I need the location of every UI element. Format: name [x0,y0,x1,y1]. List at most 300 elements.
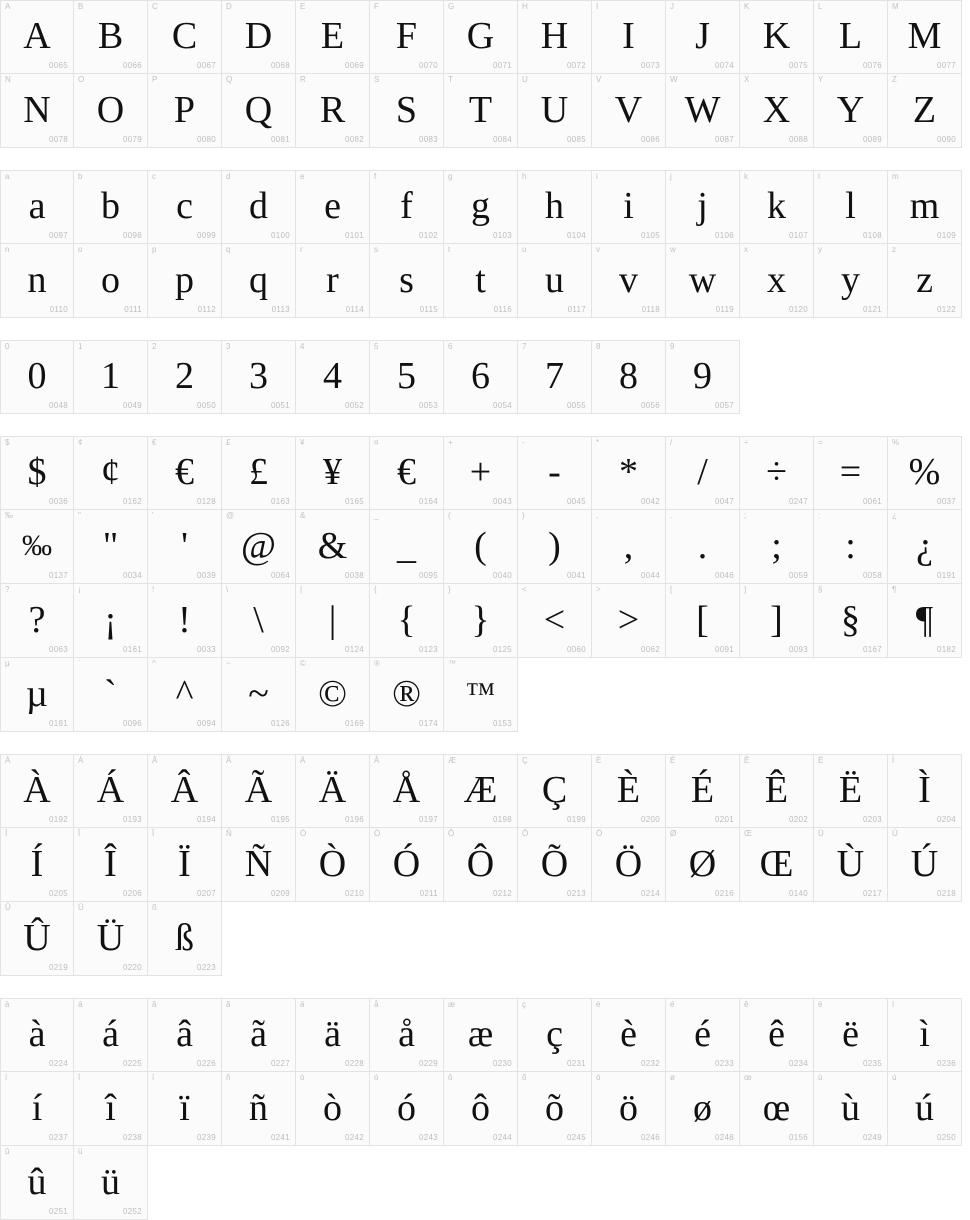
glyph-label: N [5,75,11,84]
glyph-character: û [27,1160,47,1203]
glyph-cell[interactable] [370,510,444,584]
glyph-code: 0203 [863,815,882,824]
glyph-cell[interactable] [222,1072,296,1146]
glyph-label: á [78,1000,83,1009]
glyph-label: Â [152,756,158,765]
glyph-cell[interactable] [814,244,888,318]
glyph-code: 0104 [567,231,586,240]
glyph-character: F [395,15,418,57]
glyph-cell[interactable] [814,584,888,658]
glyph-character: ! [178,598,191,641]
glyph-cell[interactable] [370,828,444,902]
glyph-cell[interactable] [148,754,222,828]
glyph-cell[interactable] [592,754,666,828]
glyph-cell[interactable] [518,998,592,1072]
glyph-code: 0082 [345,135,364,144]
glyph-cell[interactable] [740,754,814,828]
glyph-cell[interactable] [222,754,296,828]
glyph-label: G [448,2,455,11]
glyph-code: 0114 [345,305,364,314]
glyph-cell[interactable] [74,340,148,414]
glyph-code: 0094 [197,719,216,728]
glyph-cell[interactable] [888,0,962,74]
glyph-cell[interactable] [518,0,592,74]
glyph-cell[interactable] [296,998,370,1072]
glyph-code: 0106 [715,231,734,240]
glyph-label: , [596,511,599,520]
glyph-cell[interactable] [666,244,740,318]
glyph-character: 6 [471,355,490,397]
glyph-cell[interactable] [296,74,370,148]
glyph-character: z [916,258,933,301]
glyph-code: 0246 [641,1133,660,1142]
glyph-code: 0101 [345,231,364,240]
glyph-cell[interactable] [814,754,888,828]
glyph-cell[interactable] [148,74,222,148]
glyph-code: 0218 [937,889,956,898]
glyph-character: È [616,769,641,811]
glyph-code: 0034 [123,571,142,580]
glyph-cell[interactable] [666,754,740,828]
glyph-cell[interactable] [888,828,962,902]
glyph-cell[interactable] [666,436,740,510]
glyph-code: 0137 [49,571,68,580]
glyph-character: V [614,88,643,131]
glyph-character: j [697,185,708,227]
glyph-cell[interactable] [666,510,740,584]
glyph-cell[interactable] [296,828,370,902]
glyph-code: 0195 [271,815,290,824]
glyph-cell[interactable] [444,244,518,318]
glyph-cell[interactable] [888,1072,962,1146]
glyph-cell[interactable] [814,170,888,244]
glyph-cell[interactable] [740,998,814,1072]
glyph-cell[interactable] [74,1072,148,1146]
glyph-code: 0070 [419,61,438,70]
glyph-cell[interactable] [0,170,74,244]
glyph-character: _ [397,524,416,567]
glyph-cell[interactable] [518,510,592,584]
glyph-cell[interactable] [666,584,740,658]
glyph-character: 0 [27,355,47,397]
glyph-label: I [596,2,599,11]
glyph-cell[interactable] [148,902,222,976]
glyph-cell[interactable] [148,510,222,584]
glyph-character: ^ [175,672,194,715]
glyph-cell[interactable] [888,170,962,244]
glyph-character: Ñ [244,842,273,885]
glyph-label: 2 [152,342,157,351]
glyph-cell[interactable] [370,658,444,732]
glyph-cell[interactable] [222,170,296,244]
glyph-character: - [548,451,561,493]
glyph-code: 0174 [419,719,438,728]
glyph-cell[interactable] [370,436,444,510]
glyph-cell[interactable] [74,658,148,732]
glyph-cell[interactable] [222,74,296,148]
glyph-code: 0076 [863,61,882,70]
glyph-cell[interactable] [148,584,222,658]
glyph-label: œ [744,1073,752,1082]
glyph-cell[interactable] [444,170,518,244]
glyph-character: ¶ [915,598,934,641]
glyph-cell[interactable] [370,0,444,74]
glyph-character: c [176,185,193,227]
glyph-character: H [540,15,569,57]
glyph-character: P [173,88,196,131]
glyph-code: 0103 [493,231,512,240]
glyph-character: m [909,185,940,227]
glyph-cell[interactable] [0,998,74,1072]
glyph-cell[interactable] [666,828,740,902]
glyph-cell[interactable] [370,754,444,828]
glyph-cell[interactable] [222,510,296,584]
glyph-code: 0096 [123,719,142,728]
glyph-cell[interactable] [296,1072,370,1146]
glyph-label: ù [818,1073,823,1082]
glyph-cell[interactable] [444,510,518,584]
glyph-label: / [670,438,673,447]
glyph-character: 3 [249,355,268,397]
glyph-code: 0075 [789,61,808,70]
glyph-cell[interactable] [148,828,222,902]
glyph-cell[interactable] [148,1072,222,1146]
glyph-cell[interactable] [518,340,592,414]
glyph-cell[interactable] [74,74,148,148]
glyph-cell[interactable] [592,828,666,902]
glyph-character: © [318,672,347,715]
glyph-cell[interactable] [296,0,370,74]
glyph-label: Á [78,756,84,765]
glyph-label: | [300,585,303,594]
glyph-code: 0057 [715,401,734,410]
glyph-label: E [300,2,306,11]
glyph-cell[interactable] [222,658,296,732]
glyph-cell[interactable] [370,170,444,244]
glyph-cell[interactable] [814,74,888,148]
glyph-cell[interactable] [0,1146,74,1220]
glyph-character: Y [836,88,865,131]
glyph-cell[interactable] [74,436,148,510]
glyph-character: ä [324,1013,341,1055]
glyph-cell[interactable] [222,998,296,1072]
glyph-cell[interactable] [0,0,74,74]
glyph-cell[interactable] [444,998,518,1072]
glyph-code: 0181 [49,719,68,728]
glyph-code: 0233 [715,1059,734,1068]
glyph-cell[interactable] [0,1072,74,1146]
glyph-character: X [762,88,791,131]
glyph-code: 0192 [49,815,68,824]
block-separator [0,148,970,170]
glyph-cell[interactable] [666,998,740,1072]
glyph-character: " [102,524,119,567]
glyph-cell[interactable] [888,584,962,658]
glyph-label: È [596,756,602,765]
glyph-code: 0250 [937,1133,956,1142]
glyph-character: ( [474,524,487,567]
glyph-cell[interactable] [592,584,666,658]
glyph-cell[interactable] [148,0,222,74]
glyph-cell[interactable] [74,510,148,584]
glyph-code: 0251 [49,1207,68,1216]
glyph-code: 0123 [419,645,438,654]
glyph-label: } [448,585,451,594]
glyph-cell[interactable] [0,244,74,318]
glyph-code: 0079 [123,135,142,144]
glyph-cell[interactable] [814,998,888,1072]
glyph-character: 8 [619,355,638,397]
glyph-cell[interactable] [296,584,370,658]
glyph-character: ; [771,524,782,567]
glyph-label: y [818,245,823,254]
glyph-cell[interactable] [222,244,296,318]
glyph-cell[interactable] [592,244,666,318]
glyph-character: L [838,15,863,57]
glyph-cell[interactable] [0,902,74,976]
glyph-cell[interactable] [444,658,518,732]
glyph-cell[interactable] [592,510,666,584]
glyph-cell[interactable] [0,74,74,148]
glyph-character: s [399,258,414,301]
glyph-label: f [374,172,377,181]
glyph-label: H [522,2,528,11]
glyph-code: 0230 [493,1059,512,1068]
glyph-label: é [670,1000,675,1009]
glyph-character: o [101,258,120,301]
glyph-label: q [226,245,231,254]
glyph-label: Ã [226,756,232,765]
glyph-character: á [102,1013,119,1055]
glyph-label: > [596,585,601,594]
glyph-cell[interactable] [740,510,814,584]
glyph-cell[interactable] [444,340,518,414]
glyph-label: \ [226,585,229,594]
glyph-character: Ú [910,842,939,885]
glyph-cell[interactable] [518,74,592,148]
glyph-cell[interactable] [370,998,444,1072]
glyph-code: 0052 [345,401,364,410]
glyph-code: 0108 [863,231,882,240]
glyph-cell[interactable] [74,1146,148,1220]
glyph-cell[interactable] [444,74,518,148]
glyph-character: > [617,598,640,641]
glyph-character: Û [23,916,51,959]
glyph-cell[interactable] [666,170,740,244]
glyph-code: 0209 [271,889,290,898]
glyph-cell[interactable] [148,998,222,1072]
glyph-code: 0068 [271,61,290,70]
glyph-cell[interactable] [74,244,148,318]
glyph-code: 0220 [123,963,142,972]
glyph-cell[interactable] [0,658,74,732]
glyph-code: 0226 [197,1059,216,1068]
block-separator [0,318,970,340]
glyph-character: Î [104,842,117,885]
glyph-label: £ [226,438,231,447]
glyph-label: " [78,511,82,520]
glyph-cell[interactable] [222,0,296,74]
glyph-cell[interactable] [592,1072,666,1146]
glyph-character: n [27,258,47,301]
glyph-cell[interactable] [518,244,592,318]
glyph-cell[interactable] [222,828,296,902]
glyph-cell[interactable] [148,436,222,510]
glyph-cell[interactable] [222,340,296,414]
glyph-cell[interactable] [74,0,148,74]
glyph-cell[interactable] [0,828,74,902]
glyph-cell[interactable] [518,584,592,658]
glyph-cell[interactable] [814,1072,888,1146]
glyph-label: s [374,245,379,254]
glyph-code: 0213 [567,889,586,898]
glyph-code: 0097 [49,231,68,240]
glyph-cell[interactable] [592,170,666,244]
glyph-character: Á [96,769,125,811]
glyph-cell[interactable] [444,584,518,658]
glyph-cell[interactable] [666,1072,740,1146]
glyph-cell[interactable] [444,828,518,902]
glyph-cell[interactable] [592,436,666,510]
glyph-label: É [670,756,676,765]
glyph-cell[interactable] [888,510,962,584]
glyph-cell[interactable] [74,902,148,976]
glyph-label: ! [152,585,155,594]
glyph-cell[interactable] [518,1072,592,1146]
glyph-character: y [841,258,860,301]
glyph-code: 0089 [863,135,882,144]
glyph-code: 0111 [124,305,142,314]
glyph-code: 0163 [271,497,290,506]
glyph-cell[interactable] [592,998,666,1072]
glyph-cell[interactable] [74,998,148,1072]
glyph-label: ÷ [744,438,749,447]
glyph-cell[interactable] [444,0,518,74]
glyph-cell[interactable] [888,74,962,148]
glyph-cell[interactable] [296,754,370,828]
glyph-cell[interactable] [296,170,370,244]
glyph-cell[interactable] [74,754,148,828]
glyph-cell[interactable] [444,754,518,828]
glyph-cell[interactable] [814,0,888,74]
glyph-cell[interactable] [518,436,592,510]
glyph-character: ß [175,916,194,959]
glyph-cell[interactable] [444,436,518,510]
glyph-label: a [5,172,10,181]
glyph-cell[interactable] [0,510,74,584]
glyph-character: õ [545,1086,564,1129]
glyph-cell[interactable] [666,74,740,148]
glyph-cell[interactable] [74,170,148,244]
glyph-cell[interactable] [148,340,222,414]
glyph-cell[interactable] [0,436,74,510]
glyph-cell[interactable] [740,0,814,74]
glyph-code: 0049 [123,401,142,410]
glyph-character: R [319,88,346,131]
glyph-cell[interactable] [888,244,962,318]
glyph-cell[interactable] [814,828,888,902]
glyph-cell[interactable] [740,436,814,510]
glyph-code: 0140 [789,889,808,898]
glyph-cell[interactable] [666,340,740,414]
glyph-character: ` [104,672,117,715]
glyph-block-accented-lowercase [0,998,970,1220]
glyph-cell[interactable] [296,510,370,584]
glyph-cell[interactable] [814,510,888,584]
glyph-label: ‰ [5,511,14,520]
glyph-cell[interactable] [148,658,222,732]
glyph-character: ~ [248,672,269,715]
glyph-code: 0242 [345,1133,364,1142]
glyph-cell[interactable] [370,244,444,318]
glyph-label: h [522,172,527,181]
glyph-cell[interactable] [888,436,962,510]
glyph-cell[interactable] [592,74,666,148]
glyph-cell[interactable] [740,244,814,318]
glyph-block-symbols-and-punctuation [0,436,970,732]
glyph-cell[interactable] [74,828,148,902]
glyph-code: 0043 [493,497,512,506]
glyph-block-accented-uppercase [0,754,970,976]
glyph-cell[interactable] [888,998,962,1072]
glyph-character: À [23,769,51,811]
glyph-cell[interactable] [740,170,814,244]
glyph-cell[interactable] [370,1072,444,1146]
glyph-cell[interactable] [370,340,444,414]
glyph-cell[interactable] [370,584,444,658]
glyph-cell[interactable] [518,170,592,244]
glyph-character: ¥ [323,451,342,493]
glyph-cell[interactable] [222,584,296,658]
glyph-cell[interactable] [666,0,740,74]
glyph-cell[interactable] [222,436,296,510]
glyph-cell[interactable] [740,584,814,658]
glyph-cell[interactable] [444,1072,518,1146]
glyph-cell[interactable] [888,754,962,828]
glyph-cell[interactable] [148,244,222,318]
glyph-cell[interactable] [592,340,666,414]
glyph-character: 5 [397,355,416,397]
glyph-cell[interactable] [518,828,592,902]
glyph-code: 0109 [937,231,956,240]
glyph-character: â [176,1013,193,1055]
glyph-cell[interactable] [74,584,148,658]
glyph-code: 0211 [419,889,438,898]
glyph-cell[interactable] [740,828,814,902]
glyph-character: q [249,258,268,301]
glyph-cell[interactable] [814,436,888,510]
glyph-cell[interactable] [0,584,74,658]
glyph-cell[interactable] [296,658,370,732]
glyph-code: 0219 [49,963,68,972]
glyph-cell[interactable] [740,74,814,148]
glyph-cell[interactable] [370,74,444,148]
glyph-cell[interactable] [148,170,222,244]
glyph-label: < [522,585,527,594]
glyph-label: D [226,2,232,11]
glyph-character: $ [27,451,47,493]
glyph-cell[interactable] [0,340,74,414]
glyph-cell[interactable] [592,0,666,74]
glyph-cell[interactable] [740,1072,814,1146]
glyph-label: 5 [374,342,379,351]
glyph-cell[interactable] [296,244,370,318]
glyph-cell[interactable] [296,340,370,414]
glyph-cell[interactable] [518,754,592,828]
glyph-cell[interactable] [296,436,370,510]
glyph-cell[interactable] [0,754,74,828]
glyph-character: Ô [466,842,495,885]
